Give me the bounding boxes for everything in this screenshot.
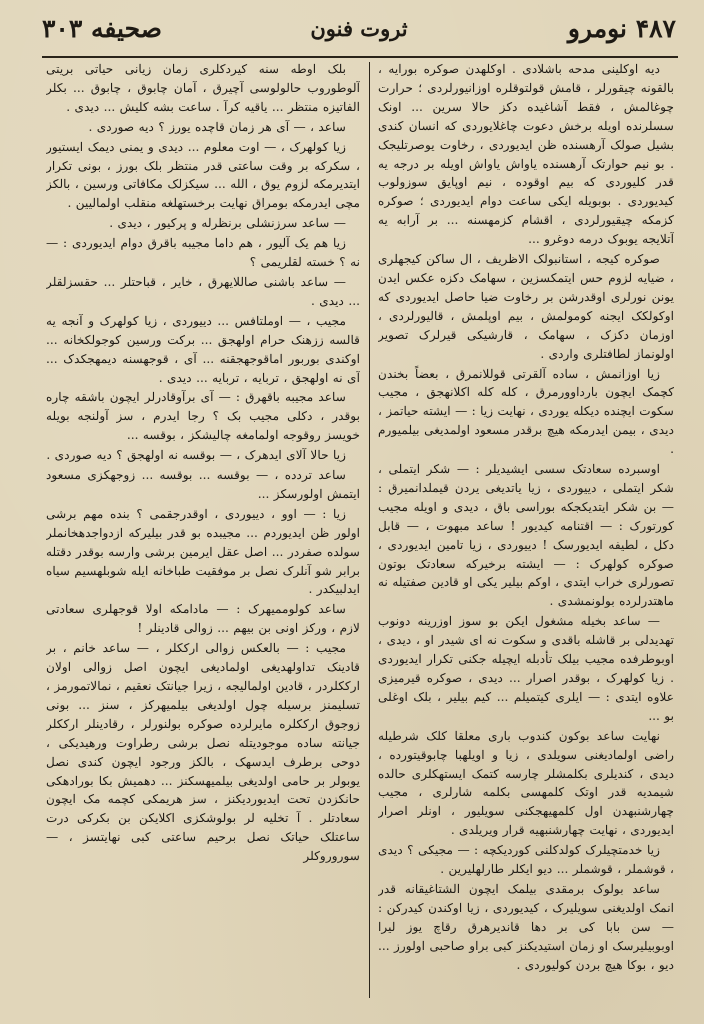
paragraph: — ساعد بخیله مشغول ایکن بو سوز اوزرینه دونوب تهدیدلی بر قاشله باقدی و سکوت نه ای شیدر او ، دیدی ، اوبوطرفده مجیب بیلک تأدبله ایچیله جکنی تکرار ایدیوردی . زیا کولهرک ، بوقدر اصرار ... دیدی ، صوکره قیرمیزی علاوه ایتدی : — ایلری کیتمیلم ... کیم بیلیر ، بلک اوغلی بو ... — [378, 614, 674, 723]
paragraph: ساعد تردده ، — بوقسه ... بوقسه ... زوجهکزی مسعود ایتمش اولورسکز ... — [46, 468, 360, 501]
page-header — [42, 14, 676, 50]
left-column — [46, 60, 360, 1010]
issue-number: ۴۸۷ نومرو — [567, 14, 676, 43]
paragraph: ساعد ، — آی هر زمان قاچده یورز ؟ دیه صوردی . — [88, 119, 346, 134]
paragraph: زیا : — اوو ، دییوردی ، اوقدرجقمی ؟ بنده مهم برشی اولور ظن ایدیوردم ... مجیبده بو قدر بیلیرکه ازدواجدهخانملر سولده صفردر ... اصل عقل ایرمین برشی وارسه بوقدر دقتله برابر شو آنلرک نصل بر موفقیت طباخانه ایله شوبلهسیم سیاه ایدلبیکدر . — [46, 506, 360, 597]
paragraph: — ساعد باشنی صاللایهرق ، خایر ، قباحتلر ... حقسزلقلر ... دیدی . — [46, 274, 360, 308]
paragraph: زیا کولهرک ، — اوت معلوم ... دیدی و یمنی دیمک ایستیور ، سکرکه بر وقت ساعتی قدر منتظر بلک بورز ، بونی تکرار ایتدیرمکه لزوم یوق ، الله ... سیکزلک مکافاتی ورسین ، بالکز مچی ایدرمکه بومراق نهایت برخستهلغه منقلب اولمالیین . — [46, 139, 360, 211]
right-column — [378, 60, 674, 1010]
paragraph: دیه اوکلینی مدحه باشلادی . اوکلهدن صوکره بورایه ، بالقونه چیقورلر ، قامش قولتوقلره اوزانیورلردی ؛ حرارت چوغالمش ، فقط آشاغیده دکز حالا سرین ... اونک سسلرنده اویله برخش دعوت چاغلایوردی که انسان کندی بشیل صولک آرهسنده ظن ایدیوردی ، رخاوت یوصرتلیجک . بو نیم حوارتک آرهسنده یاواش یاواش اویله بر درجه یه قدر کلیوردی که بیم اوقوده ، نیم اوپایق سوزولوب کیدیوردی . بوبویله ایکی ساعت دوام ایدیوردی ؛ صوکره کزمکه چیقیورلردی ، اقشام کزمهسنه ... بر آرابه یه آتلایجه یوبوک درمه دوغرو ... — [378, 62, 674, 247]
column-divider — [369, 62, 370, 998]
page-number: صحیفه ۳۰۳ — [42, 14, 162, 43]
paragraph: — ساعد سرزنشلی برنظرله و پرکیور ، دیدی . — [109, 216, 346, 231]
paragraph: ساعد مجیبه باقهرق : — آی برآوقادرلر ایچون باشقه چاره بوقدر ، دکلی مجیب بک ؟ رجا ایدرم ، سز آولنجه بویله خویسز روقوجه اولمامغه چالیشکز ، بوقسه ... — [46, 390, 360, 443]
paragraph: اوسبرده سعادتک سسی ایشیدیلر : — شکر ایتملی ، شکر ایتملی ، دییوردی ، زیا یاتدیغی یردن قیملدانمیرق : — بن شکر ایتدیکجکه بوراسی باق ، دیدی و اویله مجیب کورتورک : — اقتنامه کیدیور ! ساعد مبهوت ، — قابل دکل ، لطیفه ایدیورسک ! دییوردی ، زیا تامین ایدیوردی ، صوکره کولهرک : — ایشته برخیرکه سعادتک بوتون تصورلری خراب ایتدی ، اوکم بیلیر یکی او قادین صفتیله نه ماهتدرلرده بولونمشدی . — [378, 462, 674, 609]
paragraph: مجیب ، — اوملتافس ... دییوردی ، زیا کولهرک و آنجه یه قالسه ززهنک حرام اولهجق ... برکت ورسین کوجولکخانه ... اوکندی بوربور اماقوجهجقنه ... آی ، قوجهسنه دیمهجکدک ... آی نه اولهجق ، تربایه ، تربایه ... دیدی . — [46, 313, 360, 385]
paragraph: زیا خدمتچیلرک کولدکلنی کوردیکچه : — مجیکی ؟ دیدی ، قوشملر ، قوشملر ... دیو ایکلر طارلهلیرین . — [378, 843, 674, 877]
paragraph: ساعد کولوممیهرک : — مادامکه اولا قوجهلری سعادتی لازم ، ورکز اونی بن بیهم ... زوالی قادینلر ! — [46, 602, 360, 636]
paragraph: ساعد بولوک برمقدی بیلمک ایچون الشتاغیقانه قدر انمک اولدیغنی سویلیرک ، کیدیوردی ، زیا اوکندن کیدرکن : — سن بابا کی بر دها قاندیرهرق رقاچ یوز لیرا اوبوبیلیرسک او زمان استیدیکنز کبی براو صاحبی اولورز ... دیو ، بوکا هیچ بردن کولیوردی . — [378, 881, 674, 972]
paragraph: زیا هم یک آلیور ، هم داما مجیبه باقرق دوام ایدیوردی : — نه ؟ خسته لقلریمی ؟ — [46, 236, 360, 270]
paragraph: زیا اوزانمش ، ساده آلقرتی قوللانمرق ، بعضاً بخندن کچمک ایچون بارداوورمرق ، کله کله اکلانهجق ، مجیب سکوت ایچنده دیکله یوردی ، نهایت زیا : — ایشته حیاتمز ، دیدی ، بیمن ایدرمکه هیچ برقدر مسعود اولمدیغی بیلمیورم . — [378, 366, 674, 457]
paragraph: زیا حالا آلای ایدهرک ، — بوقسه نه اولهجق ؟ دیه صوردی . — [46, 448, 346, 463]
paragraph: مجیب : — بالعکس زوالی ارککلر ، — ساعد خانم ، بر قادینک تداولهدیغی اولمادیغی ایچون اصل زوالی اولان ارککلردر ، قادین اولمالیجه ، زیرا جیانتک نعقیم ، نمالاتمورمز ، تسلیمنز برسیله چول اولدیغی بیلمیهرکز ، سنز ... بونی زوجوق ارککلره مایرلرده صوکره بولنورلر ، رقادینلر ارککلر جیانته ساده موجودیتله نصل برشی رطراوت ورهیدیکی ، دوحی برطرف ایدسهک ، بالکز ورجود ایچون کندی نصل یوبولر بر حامی اولدیغی بیلمیهسکنز ... دهمیش بکا بورادهکی حانکزدن تحت ایدیوردیکنز ، سز هریمکی کچمه مک ایچون سعادتلر . آ تخلیه لر بولوشکزی اکلایکن بن بکرکی درت ساعتلک حیاتک نصل برحیم ساعتی کبی نهایتسز ، — سوروروکلر — [46, 641, 360, 864]
journal-title: ثروت فنون — [310, 16, 408, 41]
paragraph: صوکره کیجه ، استانبولک الاظریف ، ال ساکن کیجهلری ، ضیایه لزوم حس ایتمکسزین ، سهامک دکزه عکس ایدن یونن نورلری اوقدرشن بر رخاوت ضیا حاصل ایدیوردی که اوکولکک ایجنه کومولمش ، بیم اوپلمش ، قالیورلردی ، اوزمان دکزک ، سهامک ، قارشیکی قیرلرک تصویر اولونماز لطافتلری واردی . — [378, 252, 674, 361]
paragraph: نهایت ساعد بوکون کندوب باری معلقا کلک شرطیله راضی اولمادیغنی سویلدی ، زیا و اویلهبا چابوقیتورده ، دیدی ، کندیلری بکلمشلر چارسه کتمک ایستهکلری حالده شیمدیه قدر اوتک کلمهسی بکلمه شارلری ، مجیب چهارشنبهدن اول کلمهیهجکنی سویلیور ، اونلر اصرار ایدیوردی ، نهایت چهارشنبهیه قرار ویریلدی . — [378, 728, 674, 838]
paragraph: بلک اوطه سنه کیردکلری زمان زیانی حیاتی بریتی آلوطوروب حالولوسی آچیرق ، آمان چابوق ، چابوق ... بکلر الفاتیزه منتظر ... یاقیه کرآ . ساعت بشه کلیش ... دیدی . — [46, 62, 360, 114]
header-rule — [42, 56, 678, 58]
